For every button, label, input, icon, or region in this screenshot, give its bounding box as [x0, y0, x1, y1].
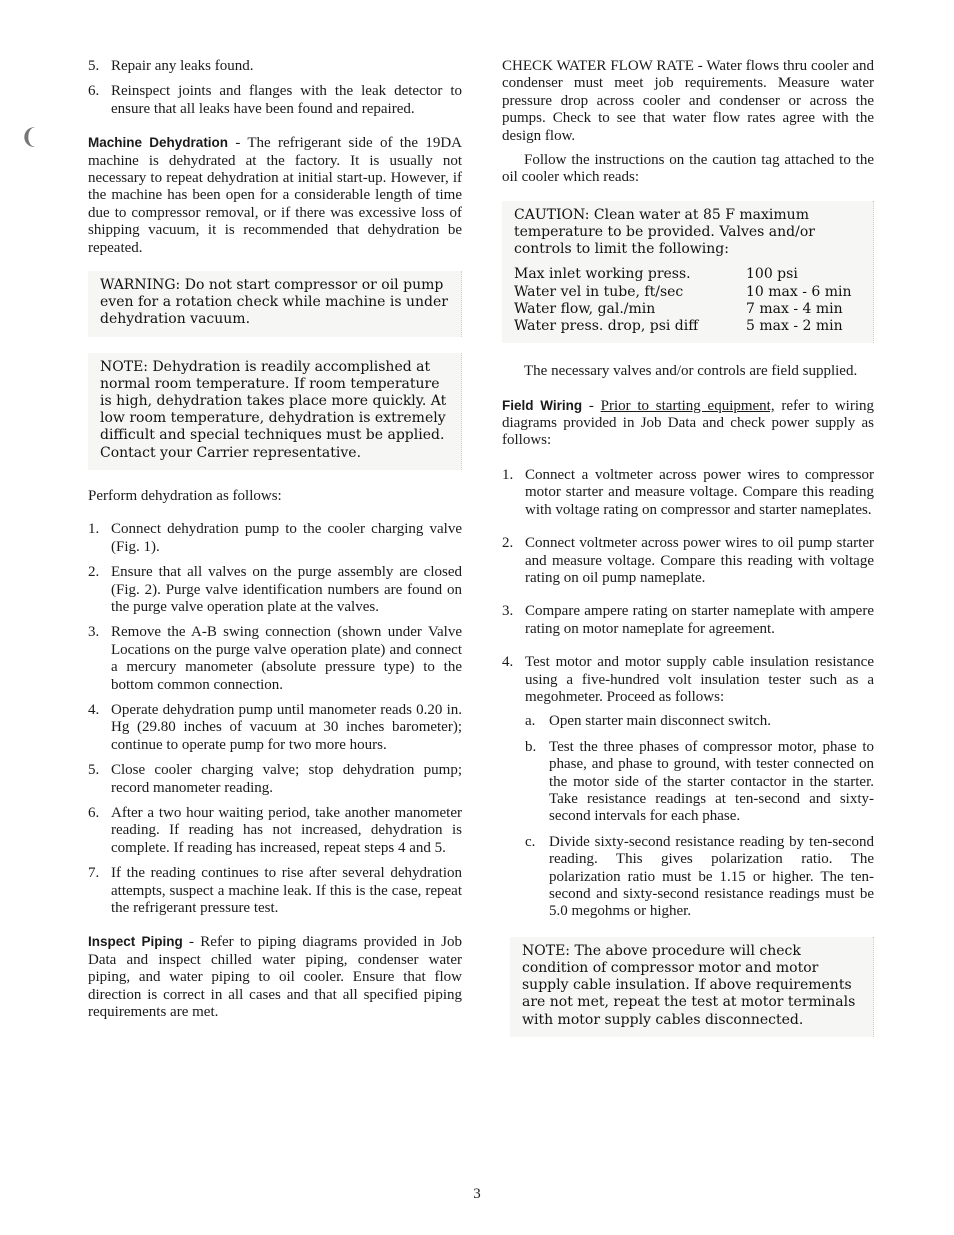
list-item: 2. Ensure that all valves on the purge assembly are closed (Fig. 2). Purge valve identification numbers are found on the purge valve operation plate at the valves. — [88, 564, 462, 615]
leak-step-6: 6. Reinspect joints and flanges with the leak detector to ensure that all leaks have been found and repaired. — [88, 83, 462, 117]
list-item: 4. Test motor and motor supply cable insulation resistance using a five-hundred volt insulation tester such as a megohmeter. Proceed as follows: a. Open starter main disconnect switch. b. Test the three phases of compressor motor, phase to phase, and phase to ground, with tester connected on the motor side of the starter contactor in the starter. Take resistance readings at ten-second and sixty-second intervals for each phase. c. Divide sixty-second resistance reading by ten-second reading. This gives polarization ratio. The polarization ratio must be 1.15 or higher. The ten-second and sixty-second resistance readings must be 5.0 megohms or higher. — [502, 654, 874, 920]
caution-text: CAUTION: Clean water at 85 F maximum temperature to be provided. Valves and/or controls to limit the following: — [514, 206, 815, 258]
limit-label: Water flow, gal./min — [514, 300, 656, 317]
limit-label: Water press. drop, psi diff — [514, 318, 699, 335]
piping-heading: Inspect Piping — [88, 934, 183, 950]
perform-text: Perform dehydration as follows: — [88, 487, 282, 504]
margin-mark: ❨ — [20, 124, 39, 149]
wiring-steps — [502, 467, 874, 921]
limit-value: 100 psi — [746, 266, 798, 283]
water-flow-paragraph: CHECK WATER FLOW RATE - Water flows thru cooler and condenser must meet job requirements. Measure water pressure drop across cooler and condenser or across the pumps. Check to see that water flow rates agree with the design flow. — [502, 58, 874, 144]
note-box: NOTE: The above procedure will check condition of compressor motor and motor supply cable insulation. If above requirements are not met, repeat the test at motor terminals with motor supply cables disconnected. — [510, 937, 874, 1037]
list-item: 7. If the reading continues to rise after several dehydration attempts, suspect a machine leak. If this is the case, repeat the refrigerant pressure test. — [88, 865, 462, 917]
follow-paragraph: Follow the instructions on the caution tag attached to the oil cooler which reads: — [502, 152, 874, 186]
list-item: 4. Operate dehydration pump until manometer reads 0.20 in. Hg (29.80 inches of vacuum at 30 inches barometer); continue to operate pump for two more hours. — [88, 701, 462, 753]
limit-label: Max inlet working press. — [514, 266, 691, 283]
left-column — [88, 58, 462, 1021]
leak-step-5: 5. Repair any leaks found. — [88, 58, 254, 74]
sub-step: b. Test the three phases of compressor motor, phase to phase, and phase to ground, with tester connected on the motor side of the starter contactor in the starter. Take resistance readings at ten-second and sixty-second intervals for each phase. — [525, 738, 874, 825]
field-wiring-heading: Field Wiring — [502, 397, 583, 413]
limit-value: 7 max - 4 min — [746, 300, 843, 317]
dehydration-steps — [88, 521, 462, 917]
warning-box: WARNING: Do not start compressor or oil pump even for a rotation check while machine is under dehydration vacuum. — [88, 271, 462, 337]
page-number: 3 — [473, 1186, 481, 1202]
limit-value: 5 max - 2 min — [746, 318, 843, 335]
valves-paragraph: The necessary valves and/or controls are field supplied. — [524, 363, 858, 380]
caution-tag-box — [502, 201, 874, 343]
note-box: NOTE: Dehydration is readily accomplished at normal room temperature. If room temperature is high, dehydration takes place more quickly. At low room temperature, dehydration is extremely difficult and special techniques must be applied. Contact your Carrier representative. — [88, 353, 462, 470]
list-item: 2. Connect voltmeter across power wires to oil pump starter and measure voltage. Compare this reading with voltage rating on oil pump nameplate. — [502, 535, 874, 586]
list-item: 1. Connect dehydration pump to the cooler charging valve (Fig. 1). — [88, 521, 462, 555]
list-item: 5. Close cooler charging valve; stop dehydration pump; record manometer reading. — [88, 762, 462, 796]
piping-paragraph: Inspect Piping - Refer to piping diagrams provided in Job Data and inspect chilled water piping, condenser water piping, and water piping to oil cooler. Ensure that flow direction is correct in all cases and that all specified piping requirements are met. — [88, 934, 462, 1021]
sub-step: a. Open starter main disconnect switch. — [525, 713, 772, 730]
dehydration-heading: Machine Dehydration — [88, 135, 229, 151]
right-column — [502, 58, 874, 1037]
limit-label: Water vel in tube, ft/sec — [514, 283, 684, 300]
caution-limits-table — [514, 266, 863, 335]
list-item: 1. Connect a voltmeter across power wires to compressor motor starter and measure voltage. Compare this reading with voltage rating on compressor and starter nameplates. — [502, 466, 874, 518]
list-item: 3. Remove the A-B swing connection (shown under Valve Locations on the purge valve operation plate) and connect a mercury manometer (absolute pressure type) to the bottom common connection. — [88, 624, 462, 693]
field-wiring-paragraph: Field Wiring - Prior to starting equipment, refer to wiring diagrams provided in Job Data and check power supply as follows: — [502, 397, 874, 449]
dehydration-paragraph: Machine Dehydration - The refrigerant side of the 19DA machine is dehydrated at the factory. It is usually not necessary to repeat dehydration at initial start-up. However, if the machine has been open for a considerable length of time due to compressor removal, or if there was excessive loss of shipping vacuum, it is recommended that dehydration be repeated. — [88, 135, 462, 256]
list-item: 3. Compare ampere rating on starter nameplate with ampere rating on motor nameplate for agreement. — [502, 603, 874, 637]
list-item: 6. After a two hour waiting period, take another manometer reading. If reading has not increased, dehydration is complete. If reading has increased, repeat steps 4 and 5. — [88, 804, 462, 856]
sub-step: c. Divide sixty-second resistance reading by ten-second reading. This gives polarization ratio. The polarization ratio must be 1.15 or higher. The ten-second and sixty-second resistance readings must be 5.0 megohms or higher. — [525, 833, 874, 920]
limit-value: 10 max - 6 min — [746, 283, 852, 300]
